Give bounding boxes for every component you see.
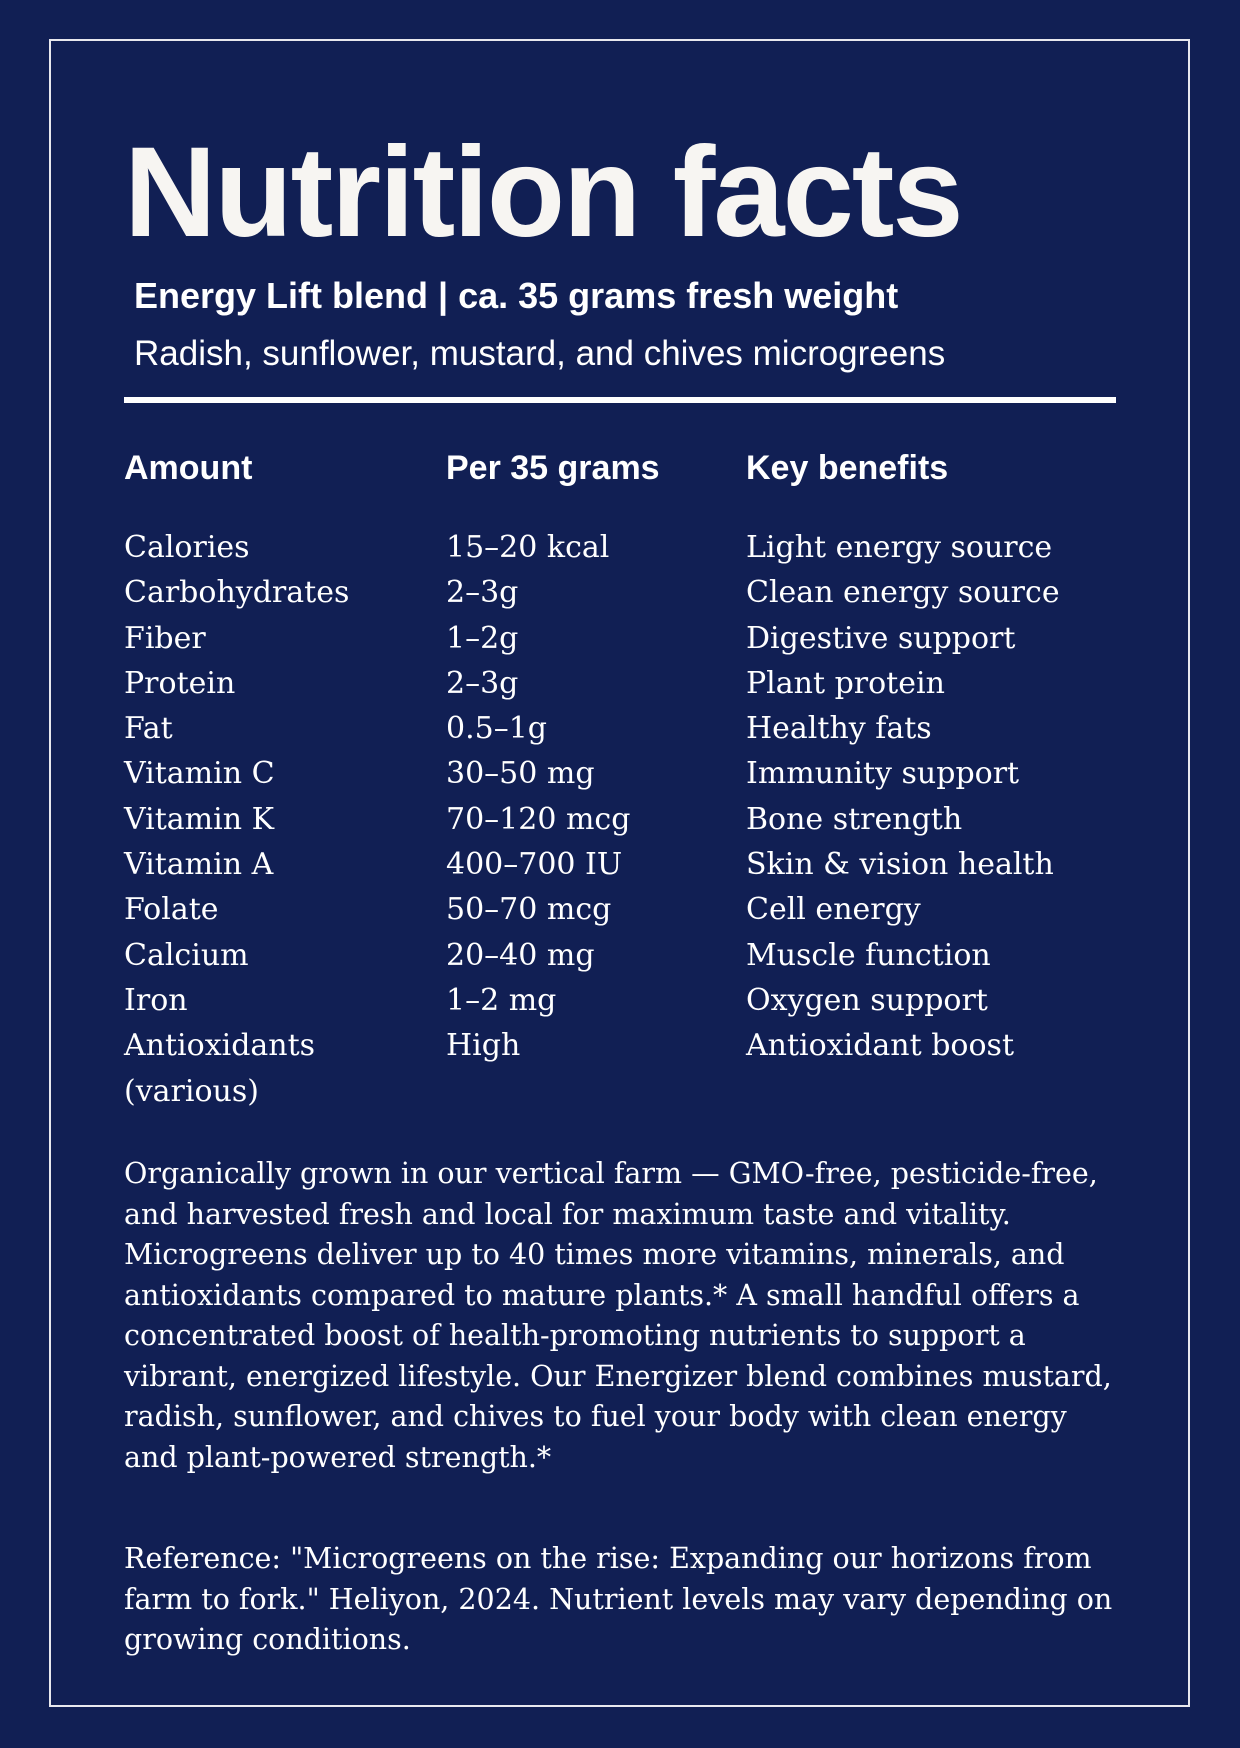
table-row	[124, 570, 1116, 615]
nutrient-amount: 1–2 mg	[446, 982, 557, 1018]
reference-text: Reference: "Microgreens on the rise: Expanding our horizons from farm to fork." Heliyon, 2024. Nutrient levels may vary depending on growing conditions.	[124, 1542, 1113, 1656]
nutrient-name: Folate	[124, 892, 219, 928]
table-row	[124, 525, 1116, 570]
nutrient-amount: 15–20 kcal	[446, 530, 610, 565]
nutrient-amount: 400–700 IU	[446, 847, 623, 883]
nutrient-amount: High	[446, 1028, 521, 1064]
table-row	[124, 842, 1116, 887]
description-text: Organically grown in our vertical farm — GMO-free, pesticide-free, and harvested fresh and local for maximum taste and vitality. Microgreens deliver up to 40 times more vitamins, minerals, and antioxidants compared to mature plants.* A small handful offers a concentrated boost of health-promoting nutrients to support a vibrant, energized lifestyle. Our Energizer blend combines mustard, radish, sunflower, and chives to fuel your body with clean energy and plant-powered strength.*	[124, 1157, 1112, 1474]
nutrient-benefit: Muscle function	[746, 937, 991, 973]
nutrient-name: Fiber	[124, 620, 206, 656]
nutrient-amount: 2–3g	[446, 665, 519, 701]
product-subtitle: Energy Lift blend | ca. 35 grams fresh weight	[134, 275, 899, 316]
nutrient-benefit: Oxygen support	[746, 982, 988, 1018]
table-row	[124, 797, 1116, 842]
nutrient-name: Vitamin K	[124, 801, 274, 837]
nutrient-amount: 70–120 mcg	[446, 801, 631, 837]
table-row	[124, 1023, 1116, 1114]
nutrient-name: Fat	[124, 711, 173, 747]
column-header-benefits: Key benefits	[746, 449, 949, 487]
column-header-per: Per 35 grams	[446, 449, 660, 487]
nutrient-name: Calories	[124, 530, 250, 565]
table-row	[124, 933, 1116, 978]
page-title: Nutrition facts	[124, 121, 962, 264]
nutrient-benefit: Skin & vision health	[746, 847, 1054, 883]
nutrient-benefit: Cell energy	[746, 892, 921, 928]
nutrient-benefit: Antioxidant boost	[746, 1028, 1014, 1064]
nutrient-name: Iron	[124, 982, 188, 1018]
nutrient-amount: 50–70 mcg	[446, 892, 612, 928]
column-header-amount: Amount	[124, 449, 253, 487]
table-row	[124, 978, 1116, 1023]
table-row	[124, 661, 1116, 706]
nutrition-table	[124, 525, 1116, 1114]
table-row	[124, 751, 1116, 796]
nutrient-name: Calcium	[124, 937, 249, 973]
nutrient-benefit: Clean energy source	[746, 575, 1060, 611]
table-row	[124, 616, 1116, 661]
ingredients-line: Radish, sunflower, mustard, and chives microgreens	[134, 334, 946, 373]
nutrient-amount: 0.5–1g	[446, 711, 548, 747]
table-row	[124, 706, 1116, 751]
table-row	[124, 887, 1116, 932]
nutrient-benefit: Bone strength	[746, 801, 963, 837]
divider	[124, 397, 1116, 403]
nutrient-amount: 2–3g	[446, 575, 519, 611]
nutrient-name: Antioxidants (various)	[124, 1028, 316, 1109]
nutrient-amount: 30–50 mg	[446, 756, 595, 792]
nutrient-benefit: Digestive support	[746, 620, 1016, 656]
nutrient-amount: 1–2g	[446, 620, 519, 656]
nutrient-name: Vitamin A	[124, 847, 274, 883]
nutrient-benefit: Healthy fats	[746, 711, 932, 747]
nutrient-amount: 20–40 mg	[446, 937, 595, 973]
nutrient-benefit: Immunity support	[746, 756, 1020, 792]
nutrient-name: Protein	[124, 665, 236, 701]
nutrient-name: Vitamin C	[124, 756, 275, 792]
nutrient-benefit: Plant protein	[746, 665, 945, 701]
nutrient-name: Carbohydrates	[124, 575, 350, 611]
nutrient-benefit: Light energy source	[746, 530, 1053, 565]
